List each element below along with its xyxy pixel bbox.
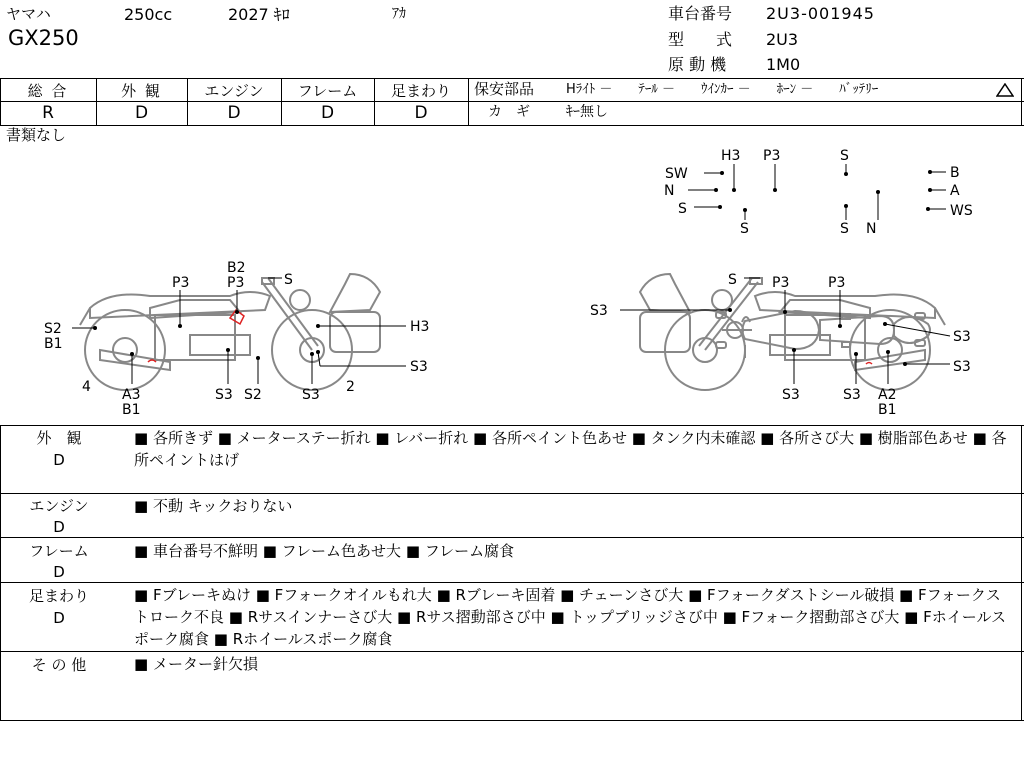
grade-value: R (42, 103, 54, 123)
divider (0, 493, 1024, 494)
diagram-label: B1 (878, 402, 897, 418)
color: ｱｶ (392, 6, 406, 22)
grade-label: 外 観 (121, 82, 162, 100)
divider (0, 101, 96, 102)
key-label: カ ギ (488, 104, 530, 120)
engine-label: エンジン (29, 497, 89, 515)
exterior-notes: ■ 各所きず ■ メーターステー折れ ■ レバー折れ ■ 各所ペイント色あせ ■ タンク内未確認 ■ 各所さび大 ■ 樹脂部色あせ ■ 各所ペイントはげ (134, 429, 1007, 469)
engine-grade: D (53, 518, 65, 536)
diagram-label: S3 (782, 387, 800, 403)
diagram-label: S3 (953, 359, 971, 375)
diagram-label: S (840, 148, 849, 164)
divider (468, 78, 469, 125)
divider (468, 101, 1024, 102)
diagram-label: S (840, 221, 849, 237)
divider (0, 125, 1024, 126)
right-view-bike (640, 274, 945, 390)
diagram-label: S (740, 221, 749, 237)
diagram-label: B (950, 165, 960, 181)
diagram-label: P3 (772, 275, 790, 291)
diagram-label: A3 (122, 387, 141, 403)
diagram-label: S3 (410, 359, 428, 375)
safety-label: 保安部品 (474, 80, 535, 98)
suspension-grade: D (53, 609, 65, 627)
engine-notes: ■ 不動 キックおりない (134, 497, 293, 515)
exterior-label: 外 観 (36, 429, 82, 447)
grade-label: エンジン (204, 82, 264, 100)
mileage: 2027 ｷﾛ (228, 5, 290, 24)
grade-label: フレーム (297, 82, 358, 100)
divider (1021, 78, 1022, 125)
engine-value: 1M0 (766, 55, 801, 74)
diagram-label: S2 (44, 321, 62, 337)
diagram-label: H3 (410, 319, 430, 335)
triangle-icon (996, 83, 1014, 97)
divider (1021, 425, 1022, 720)
frame-grade: D (53, 563, 65, 581)
diagram-label: P3 (172, 275, 190, 291)
model-name: GX250 (8, 26, 79, 50)
divider (0, 537, 1024, 538)
divider (96, 101, 468, 102)
divider (0, 720, 1024, 721)
maker: ヤマハ (6, 5, 51, 23)
diagram-label: B2 (227, 260, 246, 276)
type-value: 2U3 (766, 30, 799, 49)
grade-value: D (227, 103, 241, 123)
diagram-label: SW (665, 166, 688, 182)
other-notes: ■ メーター針欠損 (134, 655, 258, 673)
diagram-label: S2 (244, 387, 262, 403)
grade-label: 総 合 (27, 82, 69, 100)
documents-note: 書類なし (6, 126, 67, 144)
diagram-label: S3 (302, 387, 320, 403)
diagram-label: 4 (82, 379, 91, 395)
diagram-label: S3 (953, 329, 971, 345)
exterior-grade: D (53, 451, 65, 469)
diagram-label: S (728, 272, 737, 288)
divider (0, 78, 1024, 79)
diagram-label: N (664, 183, 675, 199)
frame-notes: ■ 車台番号不鮮明 ■ フレーム色あせ大 ■ フレーム腐食 (134, 542, 515, 560)
diagram-label: H3 (721, 148, 741, 164)
suspension-notes: ■ Fブレーキぬけ ■ Fフォークオイルもれ大 ■ Rブレーキ固着 ■ チェーンさび大 ■ Fフォークダストシール破損 ■ Fフォークストローク不良 ■ Rサスインナーさび大 ■ Rサス摺動部さび中 ■ トップブリッジさび中 ■ Fフォーク摺動部さび大 ■ Fホイールスポーク腐食 ■ Rホイールスポーク腐食 (134, 586, 1006, 648)
other-label: そ の 他 (31, 656, 87, 674)
frame-label: フレーム (29, 542, 89, 560)
displacement: 250cc (124, 5, 173, 24)
diagram-label: P3 (828, 275, 846, 291)
type-label: 型 式 (668, 30, 733, 49)
diagram-label: B1 (44, 336, 63, 352)
suspension-label: 足まわり (28, 587, 89, 605)
diagram-label: A2 (878, 387, 897, 403)
grade-value: D (134, 103, 149, 123)
diagram-label: S3 (843, 387, 861, 403)
diagram-label: B1 (122, 402, 141, 418)
diagram-label: A (950, 183, 960, 199)
diagram-label: S (284, 272, 293, 288)
motorcycle-diagram (0, 140, 1024, 425)
key-value: ｷｰ無し (566, 104, 608, 120)
diagram-label: S3 (590, 303, 608, 319)
diagram-label: 2 (346, 379, 355, 395)
frame-no: 2U3-001945 (766, 4, 875, 23)
divider (0, 651, 1024, 652)
diagram-label: S3 (215, 387, 233, 403)
diagram-label: N (866, 221, 877, 237)
diagram-label: S (678, 201, 687, 217)
divider (0, 425, 1024, 426)
grade-value: D (414, 103, 428, 123)
frame-no-label: 車台番号 (668, 4, 733, 23)
left-view-bike (80, 274, 380, 390)
diagram-label: P3 (763, 148, 781, 164)
grade-value: D (320, 103, 335, 123)
safety-parts: Hﾗｲﾄ － ﾃｰﾙ － ｳｲﾝｶｰ － ﾎｰﾝ － ﾊﾞｯﾃﾘｰ (566, 82, 879, 97)
engine-label: 原 動 機 (668, 55, 727, 74)
divider (0, 582, 1024, 583)
diagram-label: WS (950, 203, 973, 219)
diagram-label: P3 (227, 275, 245, 291)
grade-label: 足まわり (390, 82, 451, 100)
